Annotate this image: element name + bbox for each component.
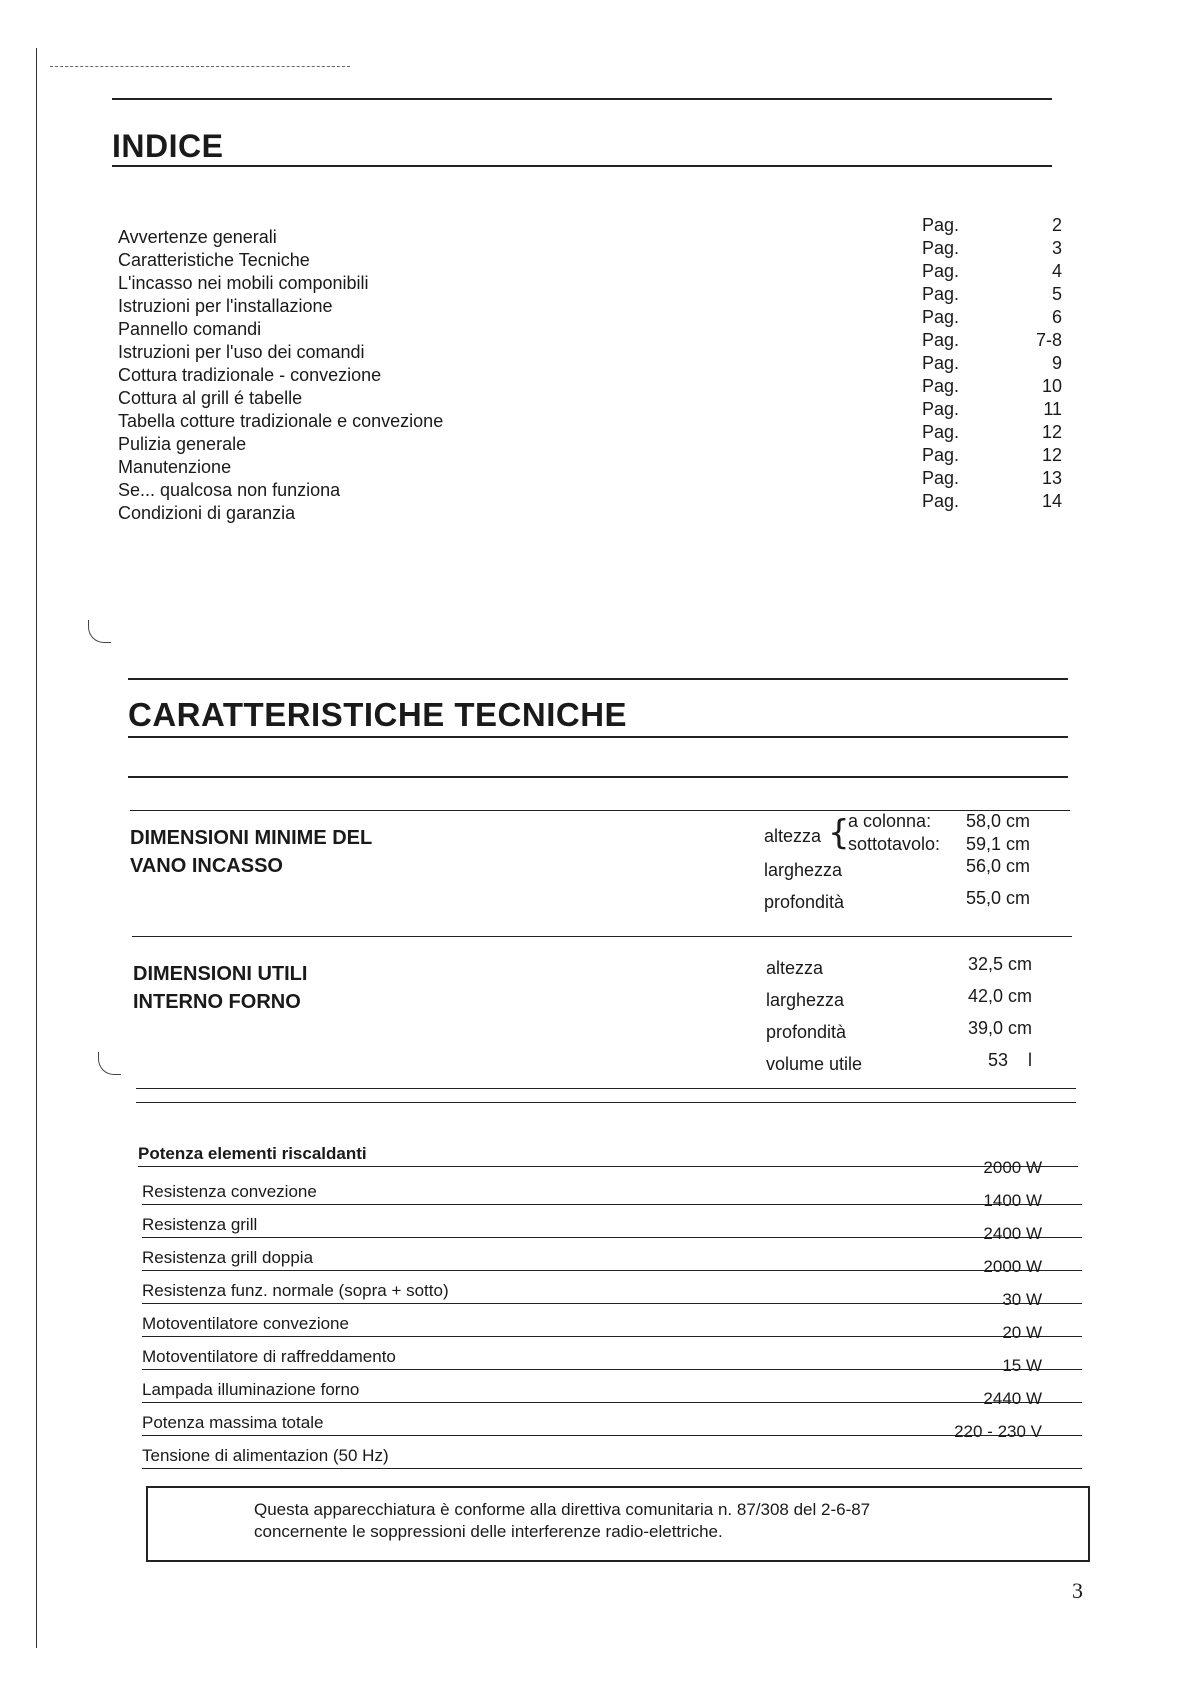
toc-page-number: 14 [1041, 491, 1062, 511]
oven-row-label: volume utile [766, 1054, 863, 1074]
min-depth-value: 55,0 cm [965, 888, 1030, 908]
power-label: Resistenza convezione [142, 1182, 317, 1201]
specs-rule [136, 1102, 1076, 1103]
min-cavity-heading: DIMENSIONI MINIME DEL VANO INCASSO [130, 827, 373, 877]
specs-title: CARATTERISTICHE TECNICHE [128, 696, 628, 733]
power-value: 2000 W [983, 1257, 1042, 1276]
toc-title: INDICE [112, 128, 224, 164]
oven-row-value: 53 l [987, 1050, 1032, 1070]
oven-row-label: profondità [766, 1022, 847, 1042]
toc-page-row: Pag. 9 [922, 353, 1062, 373]
power-label: Resistenza grill [142, 1215, 258, 1234]
scan-mark [88, 620, 111, 643]
toc-entry-label: Istruzioni per l'uso dei comandi [118, 342, 365, 362]
power-label: Resistenza funz. normale (sopra + sotto) [142, 1281, 449, 1300]
scan-mark [98, 1052, 121, 1075]
toc-page-row: Pag. 3 [922, 238, 1062, 258]
power-label: Motoventilatore convezione [142, 1314, 349, 1333]
left-margin-line [36, 48, 37, 1648]
toc-pages [922, 214, 1062, 513]
power-label: Tensione di alimentazion (50 Hz) [142, 1446, 389, 1465]
brace-icon: { [828, 813, 850, 853]
power-label: Motoventilatore di raffreddamento [142, 1347, 396, 1366]
toc-entry-label: Istruzioni per l'installazione [118, 296, 333, 316]
min-depth-label: profondità [764, 892, 845, 912]
oven-row-value: 32,5 cm [967, 954, 1032, 974]
power-label: Lampada illuminazione forno [142, 1380, 360, 1399]
notice-line-1: Questa apparecchiatura è conforme alla direttiva comunitaria n. 87/308 del 2-6-87 [254, 1500, 871, 1519]
toc-page-row: Pag. 10 [922, 376, 1062, 396]
specs-rule [132, 936, 1072, 937]
toc-entry-label: Tabella cotture tradizionale e convezione [118, 411, 444, 431]
power-row [142, 1224, 1082, 1271]
toc-entry-label: Pannello comandi [118, 319, 262, 339]
toc-entry-label: L'incasso nei mobili componibili [118, 273, 369, 293]
power-heading: Potenza elementi riscaldanti [138, 1144, 367, 1163]
toc-top-rule [112, 98, 1052, 100]
undercounter-label: sottotavolo: [848, 834, 941, 854]
specs-rule [136, 1088, 1076, 1089]
oven-row-value: 42,0 cm [967, 986, 1032, 1006]
toc-entry-label: Manutenzione [118, 457, 232, 477]
toc-page-row: Pag. 6 [922, 307, 1062, 327]
toc-entry-label: Cottura al grill é tabelle [118, 388, 303, 408]
toc-page-number: 7-8 [1035, 330, 1062, 350]
specs-rule [128, 776, 1068, 778]
power-label: Resistenza grill doppia [142, 1248, 314, 1267]
toc-title-rule [112, 165, 1052, 167]
power-label: Potenza massima totale [142, 1413, 324, 1432]
toc-page-row: Pag. 13 [922, 468, 1062, 488]
power-value: 1400 W [983, 1191, 1042, 1210]
top-scan-line [50, 66, 350, 67]
power-value: 2400 W [983, 1224, 1042, 1243]
notice-line-2: concernente le soppressioni delle interferenze radio-elettriche. [254, 1522, 723, 1541]
power-value: 15 W [1002, 1356, 1042, 1375]
oven-row-label: larghezza [766, 990, 845, 1010]
toc-page-row: Pag. 14 [922, 491, 1062, 511]
specs-title-rule [128, 736, 1068, 738]
toc-page-number: 5 [1051, 284, 1062, 304]
min-width-label: larghezza [764, 860, 843, 880]
toc-page-row: Pag. 12 [922, 445, 1062, 465]
toc-entry-label: Avvertenze generali [118, 227, 277, 247]
toc-page-row: Pag. 2 [922, 215, 1062, 235]
page-number: 3 [1072, 1578, 1083, 1603]
oven-row-value: 39,0 cm [967, 1018, 1032, 1038]
power-value: 220 - 230 V [954, 1422, 1042, 1441]
undercounter-value: 59,1 cm [965, 834, 1030, 854]
toc-page-number: 2 [1051, 215, 1062, 235]
toc-page-row: Pag. 5 [922, 284, 1062, 304]
toc-page-number: 4 [1051, 261, 1062, 281]
min-height-label: altezza [764, 826, 822, 846]
toc-page-row: Pag. 7-8 [922, 330, 1062, 350]
toc-page-row: Pag. 12 [922, 422, 1062, 442]
toc-page-number: 13 [1041, 468, 1062, 488]
toc-labels [118, 226, 443, 525]
toc-page-number: 6 [1051, 307, 1062, 327]
power-row [142, 1158, 1082, 1205]
toc-page-number: 3 [1051, 238, 1062, 258]
toc-page-number: 9 [1051, 353, 1062, 373]
toc-page-row: Pag. 4 [922, 261, 1062, 281]
toc-page-number: 11 [1043, 399, 1062, 419]
toc-entry-label: Cottura tradizionale - convezione [118, 365, 382, 385]
toc-entry-label: Se... qualcosa non funziona [118, 480, 341, 500]
power-value: 20 W [1002, 1323, 1042, 1342]
toc-page-row: Pag. 11 [922, 399, 1062, 419]
toc-page-number: 12 [1041, 445, 1062, 465]
oven-interior-heading: DIMENSIONI UTILI INTERNO FORNO [133, 963, 308, 1013]
specs-top-rule [128, 678, 1068, 680]
power-value: 30 W [1002, 1290, 1042, 1309]
power-value: 2000 W [983, 1158, 1042, 1177]
toc-entry-label: Caratteristiche Tecniche [118, 250, 310, 270]
toc-page-number: 10 [1041, 376, 1062, 396]
compliance-notice [146, 1486, 1090, 1562]
toc-entry-label: Condizioni di garanzia [118, 503, 296, 523]
column-label: a colonna: [848, 811, 932, 831]
toc-page-number: 12 [1041, 422, 1062, 442]
column-value: 58,0 cm [965, 811, 1030, 831]
oven-row-label: altezza [766, 958, 824, 978]
toc-entry-label: Pulizia generale [118, 434, 247, 454]
power-value: 2440 W [983, 1389, 1042, 1408]
min-width-value: 56,0 cm [965, 856, 1030, 876]
power-heading-rule [138, 1166, 1078, 1167]
